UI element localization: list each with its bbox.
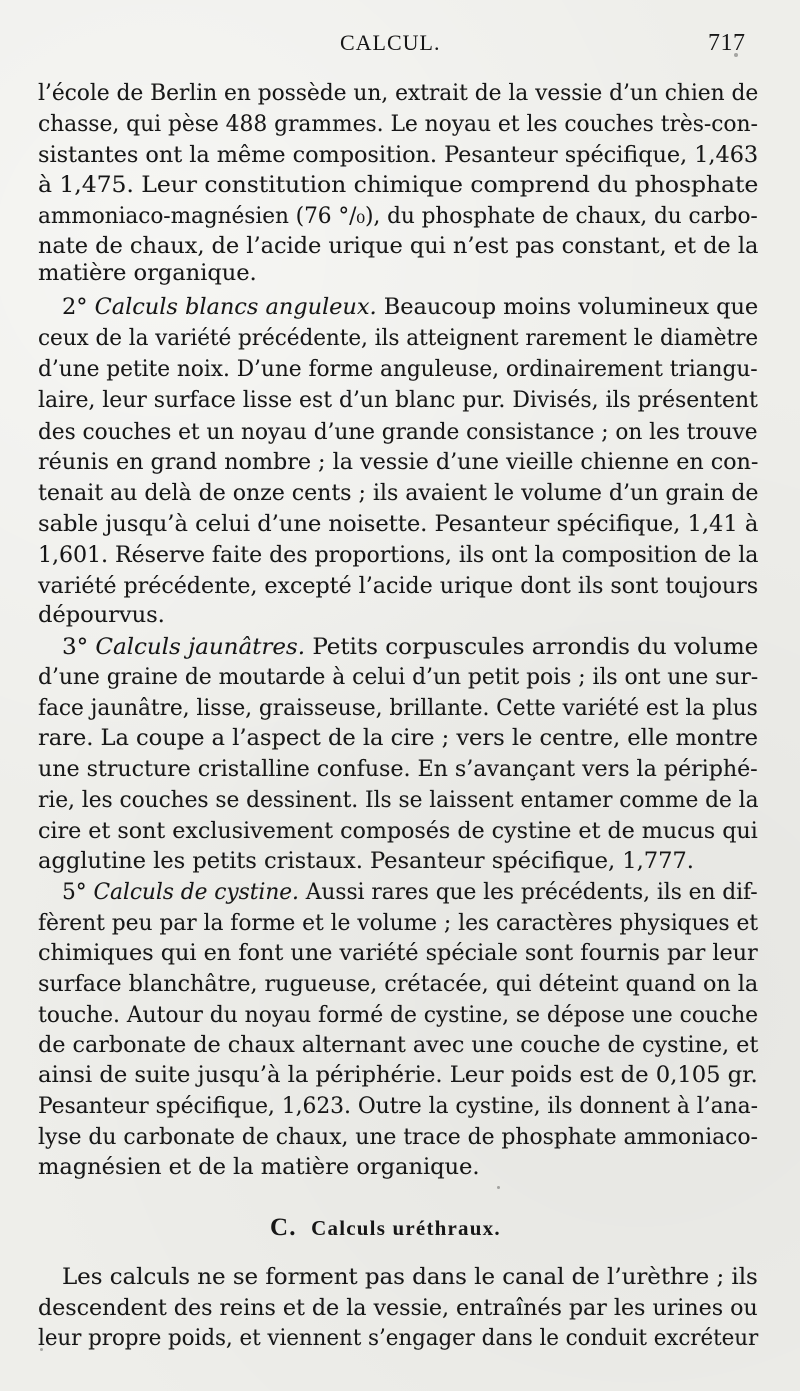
paragraph-number: 2°	[62, 294, 95, 320]
text-line: à 1,475. Leur constitution chimique comprend du phosphate	[38, 172, 759, 198]
paragraph-text: Petits corpuscules arrondis du volume	[305, 634, 759, 660]
text-line	[62, 296, 758, 319]
text-line: variété précédente, excepté l’acide urique dont ils sont toujours	[38, 573, 759, 599]
paragraph-text: Beaucoup moins volumineux que	[376, 294, 759, 320]
text-line: fèrent peu par la forme et le volume ; les caractères physiques et	[38, 910, 759, 936]
text-line: laire, leur surface lisse est d’un blanc pur. Divisés, ils présentent	[38, 387, 758, 413]
text-line: tenait au delà de onze cents ; ils avaient le volume d’un grain de	[38, 480, 759, 506]
text-line: magnésien et de la matière organique.	[38, 1154, 480, 1180]
text-line: sable jusqu’à celui d’une noisette. Pesanteur spécifique, 1,41 à	[38, 511, 759, 537]
running-title: CALCUL.	[340, 30, 441, 55]
text-line: ceux de la variété précédente, ils atteignent rarement le diamètre	[38, 325, 759, 351]
text-line: d’une graine de moutarde à celui d’un petit pois ; ils ont une sur-	[38, 664, 759, 690]
text-line	[62, 881, 758, 904]
text-line	[62, 636, 758, 659]
text-line: face jaunâtre, lisse, graisseuse, brillante. Cette variété est la plus	[38, 695, 758, 721]
text-line: réunis en grand nombre ; la vessie d’une vieille chienne en con-	[38, 449, 759, 475]
section-heading	[270, 1214, 501, 1242]
calculus-type-title: Calculs de cystine.	[93, 879, 299, 905]
text-line: nate de chaux, de l’acide urique qui n’est pas constant, et de la	[38, 233, 759, 259]
text-line: des couches et un noyau d’une grande consistance ; on les trouve	[38, 419, 758, 445]
paragraph-text: Aussi rares que les précédents, ils en dif-	[298, 879, 758, 905]
text-line: dépourvus.	[38, 602, 165, 628]
text-line: Les calculs ne se forment pas dans le canal de l’urèthre ; ils	[62, 1264, 758, 1290]
text-line: rie, les couches se dessinent. Ils se laissent entamer comme de la	[38, 787, 759, 813]
text-line: surface blanchâtre, rugueuse, crétacée, qui déteint quand on la	[38, 971, 759, 997]
print-speck	[497, 1186, 500, 1189]
text-line: ammoniaco-magnésien (76 °/₀), du phosphate de chaux, du carbo-	[38, 203, 758, 229]
text-line: chasse, qui pèse 488 grammes. Le noyau et les couches très-con-	[38, 111, 758, 137]
text-line: agglutine les petits cristaux. Pesanteur spécifique, 1,777.	[38, 848, 694, 874]
text-line: l’école de Berlin en possède un, extrait de la vessie d’un chien de	[38, 80, 759, 106]
calculus-type-title: Calculs blancs anguleux.	[94, 294, 377, 320]
text-line: Pesanteur spécifique, 1,623. Outre la cystine, ils donnent à l’ana-	[38, 1093, 758, 1119]
text-line: touche. Autour du noyau formé de cystine, se dépose une couche	[38, 1002, 759, 1028]
text-line: matière organique.	[38, 260, 257, 286]
text-line: de carbonate de chaux alternant avec une couche de cystine, et	[38, 1032, 759, 1058]
running-head	[0, 27, 800, 61]
section-heading-label: C.	[270, 1214, 297, 1241]
section-heading-title: Calculs uréthraux.	[311, 1216, 501, 1240]
text-line: ainsi de suite jusqu’à la périphérie. Leur poids est de 0,105 gr.	[38, 1062, 758, 1088]
text-line: chimiques qui en font une variété spéciale sont fournis par leur	[38, 940, 758, 966]
page-number: 717	[708, 30, 746, 56]
text-line: sistantes ont la même composition. Pesanteur spécifique, 1,463	[38, 142, 759, 168]
text-line: rare. La coupe a l’aspect de la cire ; vers le centre, elle montre	[38, 725, 758, 751]
text-line: lyse du carbonate de chaux, une trace de phosphate ammoniaco-	[38, 1124, 758, 1150]
text-line: cire et sont exclusivement composés de cystine et de mucus qui	[38, 818, 758, 844]
text-line: 1,601. Réserve faite des proportions, ils ont la composition de la	[38, 542, 759, 568]
text-line: d’une petite noix. D’une forme anguleuse, ordinairement triangu-	[38, 356, 758, 382]
print-speck	[734, 53, 738, 57]
text-line: descendent des reins et de la vessie, entraînés par les urines ou	[38, 1295, 758, 1321]
paragraph-number: 3°	[62, 634, 96, 660]
text-line: leur propre poids, et viennent s’engager dans le conduit excréteur	[38, 1325, 759, 1351]
text-line: une structure cristalline confuse. En s’avançant vers la périphé-	[38, 756, 758, 782]
calculus-type-title: Calculs jaunâtres.	[95, 634, 306, 660]
paragraph-number: 5°	[62, 879, 94, 905]
print-speck	[40, 1348, 43, 1351]
